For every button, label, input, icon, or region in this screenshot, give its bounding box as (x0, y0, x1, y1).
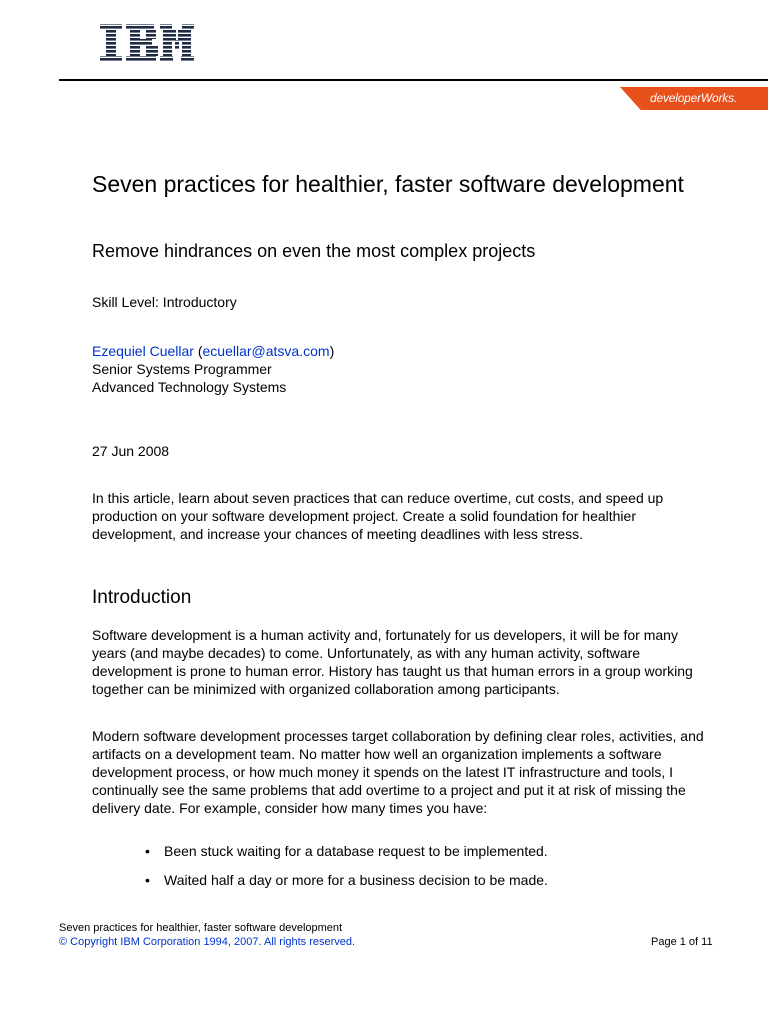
bullet-icon: • (145, 872, 150, 888)
problem-list (145, 842, 548, 900)
header-rule (59, 79, 768, 81)
intro-paragraph-1: Software development is a human activity and, fortunately for us developers, it will be for many years (and maybe decades) to come. Unfortunately, as with any human activity, software development is prone to human error. History has taught us that human errors in a group working together can be minimized with organized collaboration among participants. (92, 627, 693, 697)
bullet-icon: • (145, 843, 150, 859)
skill-level: Skill Level: Introductory (92, 294, 237, 310)
author-name-link[interactable]: Ezequiel Cuellar (92, 343, 194, 359)
author-block (92, 342, 334, 396)
section-heading-introduction: Introduction (92, 587, 192, 608)
author-title: Senior Systems Programmer (92, 361, 272, 377)
list-item (145, 871, 548, 889)
footer-document-title: Seven practices for healthier, faster software development (59, 922, 343, 934)
developerworks-label: developerWorks. (650, 91, 738, 105)
publish-date: 27 Jun 2008 (92, 443, 170, 459)
author-line (92, 342, 334, 360)
author-email-link[interactable]: ecuellar@atsva.com (202, 343, 330, 359)
intro-paragraph-2: Modern software development processes target collaboration by defining clear roles, activities, and artifacts on a development team. No matter how well an organization implements a software development process, or how much money it spends on the latest IT infrastructure and tools, I continually see the same problems that add overtime to a project and put it at risk of missing the delivery date. For example, consider how many times you have: (92, 728, 704, 816)
author-organization: Advanced Technology Systems (92, 379, 287, 395)
list-item (145, 842, 548, 860)
list-item-text: Waited half a day or more for a business decision to be made. (164, 872, 548, 888)
page-number: Page 1 of 11 (651, 936, 713, 948)
paren-close: ) (329, 343, 335, 359)
paren-open: ( (197, 343, 203, 359)
list-item-text: Been stuck waiting for a database request to be implemented. (164, 843, 548, 859)
article-title: Seven practices for healthier, faster software development (92, 171, 684, 197)
footer-copyright-link[interactable]: © Copyright IBM Corporation 1994, 2007. All rights reserved. (59, 936, 356, 948)
article-subtitle: Remove hindrances on even the most complex projects (92, 241, 536, 261)
article-abstract: In this article, learn about seven practices that can reduce overtime, cut costs, and speed up production on your software development project. Create a solid foundation for healthier development, and increase your chances of meeting deadlines with less stress. (92, 490, 664, 542)
ibm-logo (100, 22, 196, 64)
